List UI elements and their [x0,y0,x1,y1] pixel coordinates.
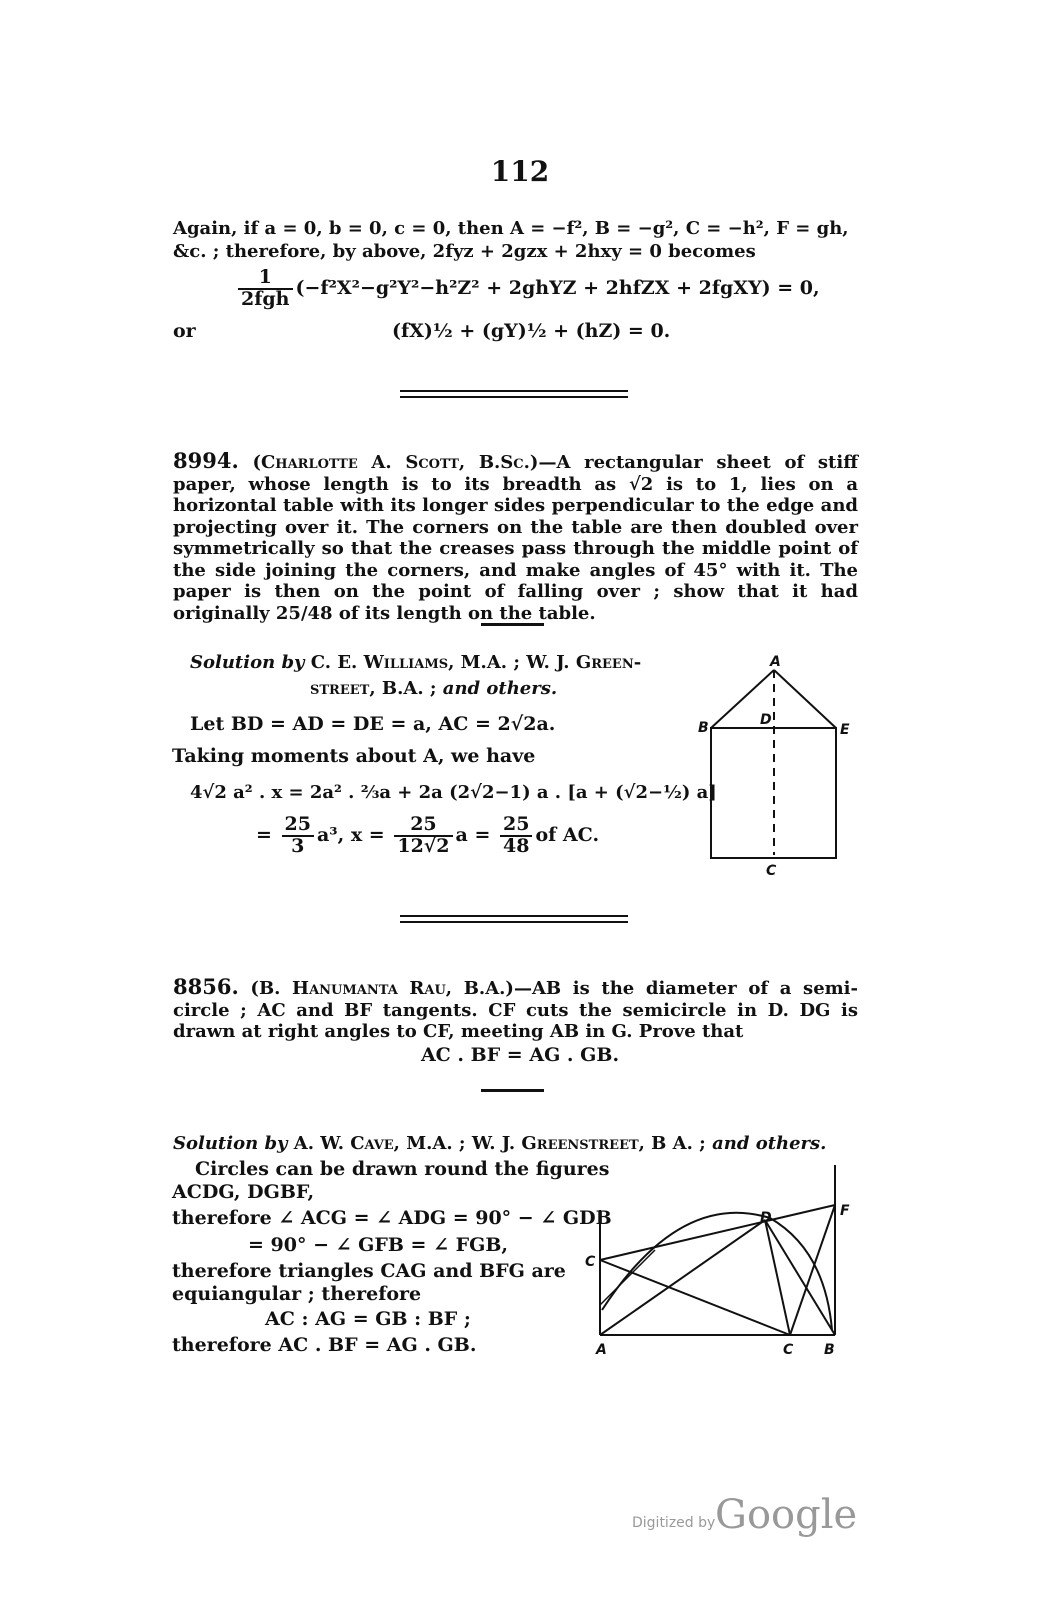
question-text: —A rectangular sheet of stiff paper, whose length is to its breadth as √2 is to 1, lies on a horizontal table with its longer sides perpendicular to the edge and projecting over it. The corners on the table are then doubled over symmetrically so that the creases pass through the middle point of the side joining the corners, and make angles of 45° with it. The paper is then on the point of falling over ; show that it had originally 25/48 of its length on the table. [173,452,858,624]
or-word: or [173,320,196,342]
let-line: Let BD = AD = DE = a, AC = 2√2a. [190,713,556,735]
label-e: E [840,722,850,738]
and-others: and others. [442,678,558,699]
line-cf [600,1205,835,1260]
solution-prefix: Solution by [190,652,305,673]
solution-prefix-2: Solution by [173,1133,288,1154]
result-mid: a³, x = [317,823,385,846]
label-d: D [760,1210,772,1226]
frac3-den: 48 [503,834,530,857]
eq1-numerator: 1 [238,268,293,290]
result-eq-sign: = [256,823,272,846]
result-mid-2: a = [455,823,491,846]
google-logo: Google [715,1492,858,1538]
proof-line: therefore ∠ ACG = ∠ ADG = 90° − ∠ GDB [172,1207,612,1229]
eq1-denominator: 2fgh [241,287,290,310]
label-g: C [783,1342,794,1358]
question-number-2: 8856. [173,974,239,999]
proof-line: = 90° − ∠ GFB = ∠ FGB, [248,1234,509,1256]
moment-equation: 4√2 a² . x = 2a² . ⅔a + 2a (2√2−1) a . [a + (√2−½) a] [190,782,717,803]
frac2-den: 12√2 [397,834,450,857]
frac3-num: 25 [500,815,532,837]
proof-line: therefore AC . BF = AG . GB. [172,1334,477,1356]
intro-equation-2: (fX)½ + (gY)½ + (hZ) = 0. [392,320,671,342]
label-a: A [770,654,781,670]
line-fg [790,1205,835,1335]
moments-line: Taking moments about A, we have [172,745,536,767]
solution-heading-3 [173,1133,873,1155]
watermark-small: Digitized by [632,1515,716,1531]
intro-line-1: Again, if a = 0, b = 0, c = 0, then A = −f², B = −g², C = −h², F = gh, [173,218,849,239]
solution-authors: C. E. Williams, M.A. ; W. J. Green- [310,652,642,673]
label-d: D [760,712,772,728]
proof-line: therefore triangles CAG and BFG are [172,1260,566,1282]
eq1-body: (−f²X²−g²Y²−h²Z² + 2ghYZ + 2hfZX + 2fgXY) = 0, [295,276,820,299]
frac1-den: 3 [291,834,305,857]
proof-line: equiangular ; therefore [172,1283,422,1305]
question-8994 [173,448,858,624]
label-a: A [596,1342,607,1358]
label-c: C [766,863,777,879]
solution-divider [481,623,544,626]
label-f: F [840,1203,850,1219]
solution-authors-3: A. W. Cave, M.A. ; W. J. Greenstreet, B A. ; [293,1133,706,1154]
proof-line: ACDG, DGBF, [172,1181,315,1203]
question-author: (Charlotte A. Scott, B.Sc.) [252,452,539,473]
intro-line-2: &c. ; therefore, by above, 2fyz + 2gzx + 2hxy = 0 becomes [173,241,756,262]
prove-statement: AC . BF = AG . GB. [420,1044,620,1066]
and-others-2: and others. [712,1133,827,1154]
solution-heading [190,652,690,674]
label-b: B [698,720,709,736]
result-equation [256,815,599,857]
question-text-2: —AB is the diameter of a semi-circle ; AC and BF tangents. CF cuts the semicircle in D. DG is drawn at right angles to CF, meeting AB in G. Prove that [173,978,858,1042]
label-c: C [585,1254,596,1270]
section-divider-2 [400,915,628,923]
page-number: 112 [490,155,550,188]
proof-line: AC : AG = GB : BF ; [265,1308,471,1330]
solution-heading-2 [310,678,710,700]
solution-divider-2 [481,1089,544,1092]
proof-line: Circles can be drawn round the figures [195,1158,610,1180]
intro-equation-1 [235,268,820,310]
fold-right [774,670,836,728]
semicircle-figure [580,1160,860,1360]
frac2-num: 25 [394,815,452,837]
folded-sheet-figure [690,650,865,880]
question-author-2: (B. Hanumanta Rau, B.A.) [250,978,514,999]
question-8856 [173,976,858,1042]
section-divider [400,390,628,398]
line-cg [600,1260,790,1335]
result-tail: of AC. [535,823,600,846]
solution-authors-2: street, B.A. ; [310,678,437,699]
question-number: 8994. [173,448,239,473]
label-b: B [824,1342,835,1358]
frac1-num: 25 [282,815,314,837]
line-dg [765,1220,790,1335]
